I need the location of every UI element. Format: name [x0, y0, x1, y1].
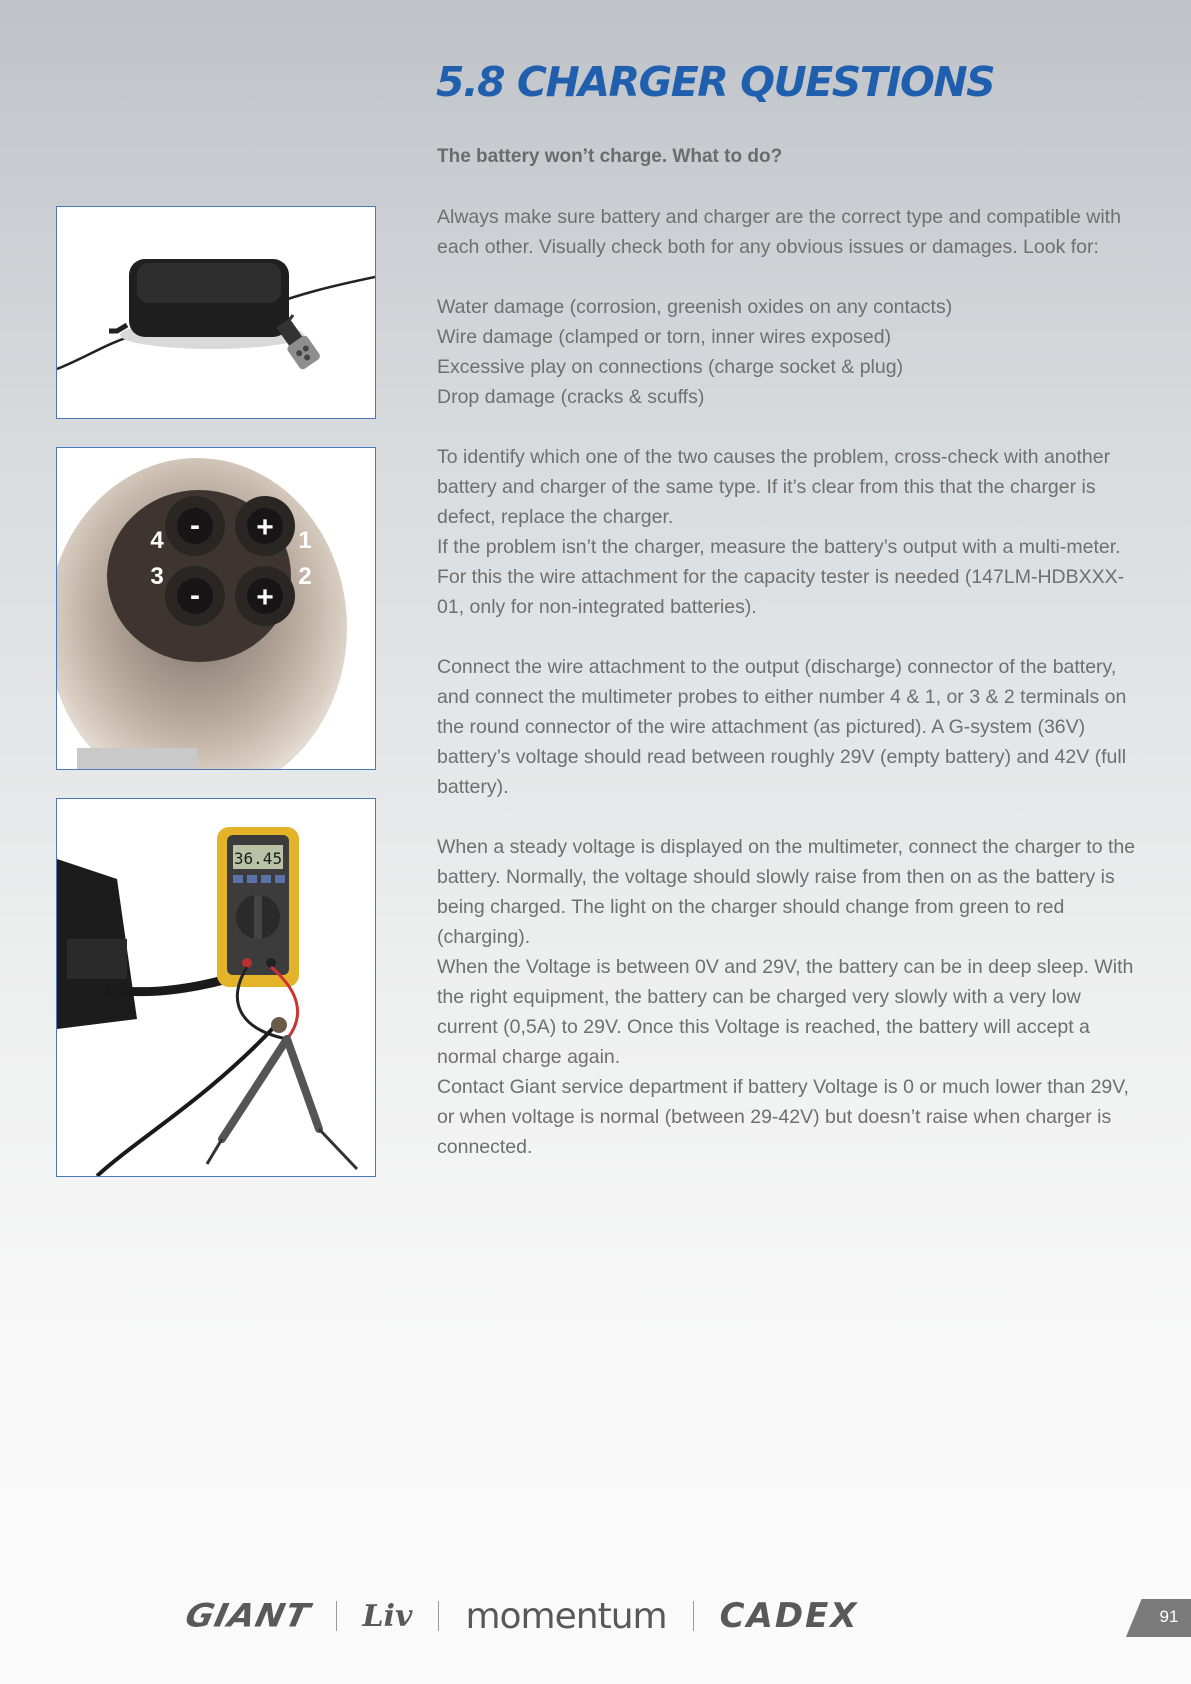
pin-minus-top: - [190, 509, 200, 542]
checklist-item: Wire damage (clamped or torn, inner wires exposed) [437, 326, 892, 348]
identify-paragraph: To identify which one of the two causes the problem, cross-check with another battery and charger of the same type. If it’s clear from this that the charger is defect, replace the charger. [437, 446, 1111, 528]
pin-number-3: 3 [150, 563, 164, 590]
contact-paragraph: Contact Giant service department if battery Voltage is 0 or much lower than 29V, or when voltage is normal (between 29-42V) but doesn’t raise when charger is connected. [437, 1076, 1129, 1158]
multimeter-photo [56, 798, 376, 1177]
body-text [437, 202, 1137, 1162]
measure-paragraph: If the problem isn’t the charger, measure the battery’s output with a multi-meter. For this the wire attachment for the capacity tester is needed (147LM-HDBXXX-01, only for non-integrated batteries). [437, 536, 1125, 618]
giant-logo: GIANT [181, 1597, 314, 1635]
pin-number-1: 1 [298, 527, 312, 554]
section-subtitle: The battery won’t charge. What to do? [437, 146, 783, 167]
connect-paragraph: Connect the wire attachment to the output (discharge) connector of the battery, and connect the multimeter probes to either number 4 & 1, or 3 & 2 terminals on the round connector of the wire attachment (as pictured). A G-system (36V) battery’s voltage should read between roughly 29V (empty battery) and 42V (full battery). [437, 656, 1127, 798]
checklist-item: Excessive play on connections (charge socket & plug) [437, 356, 904, 378]
brand-logos [181, 1595, 946, 1637]
checklist-item: Water damage (corrosion, greenish oxides on any contacts) [437, 296, 953, 318]
cadex-logo: CADEX [719, 1596, 859, 1636]
multimeter-display: 36.45 [233, 849, 283, 868]
pin-number-4: 4 [150, 527, 164, 554]
connector-image [57, 448, 375, 769]
pin-number-2: 2 [298, 563, 312, 590]
logo-divider [693, 1601, 694, 1631]
pin-minus-bottom: - [190, 579, 200, 612]
logo-divider [438, 1601, 439, 1631]
momentum-logo: momentum [465, 1595, 667, 1637]
page-number: 91 [1159, 1607, 1179, 1626]
charger-photo [56, 206, 376, 419]
checklist-item: Drop damage (cracks & scuffs) [437, 386, 705, 408]
logo-divider [336, 1601, 337, 1631]
steady-voltage-paragraph: When a steady voltage is displayed on the multimeter, connect the charger to the battery. Normally, the voltage should slowly raise from then on as the battery is being charged. The light on the charger should change from green to red (charging). [437, 836, 1136, 948]
checklist [437, 292, 1137, 412]
pin-plus-top: + [256, 511, 274, 544]
connector-photo [56, 447, 376, 770]
intro-paragraph: Always make sure battery and charger are the correct type and compatible with each other. Visually check both for any obvious issues or damages. Look for: [437, 206, 1121, 258]
liv-logo: Liv [362, 1598, 413, 1634]
charger-image [57, 207, 375, 418]
pin-plus-bottom: + [256, 581, 274, 614]
page-title: 5.8 CHARGER QUESTIONS [436, 58, 995, 106]
deep-sleep-paragraph: When the Voltage is between 0V and 29V, the battery can be in deep sleep. With the right equipment, the battery can be charged very slowly with a very low current (0,5A) to 29V. Once this Voltage is reached, the battery will accept a normal charge again. [437, 956, 1134, 1068]
multimeter-image [57, 799, 375, 1176]
